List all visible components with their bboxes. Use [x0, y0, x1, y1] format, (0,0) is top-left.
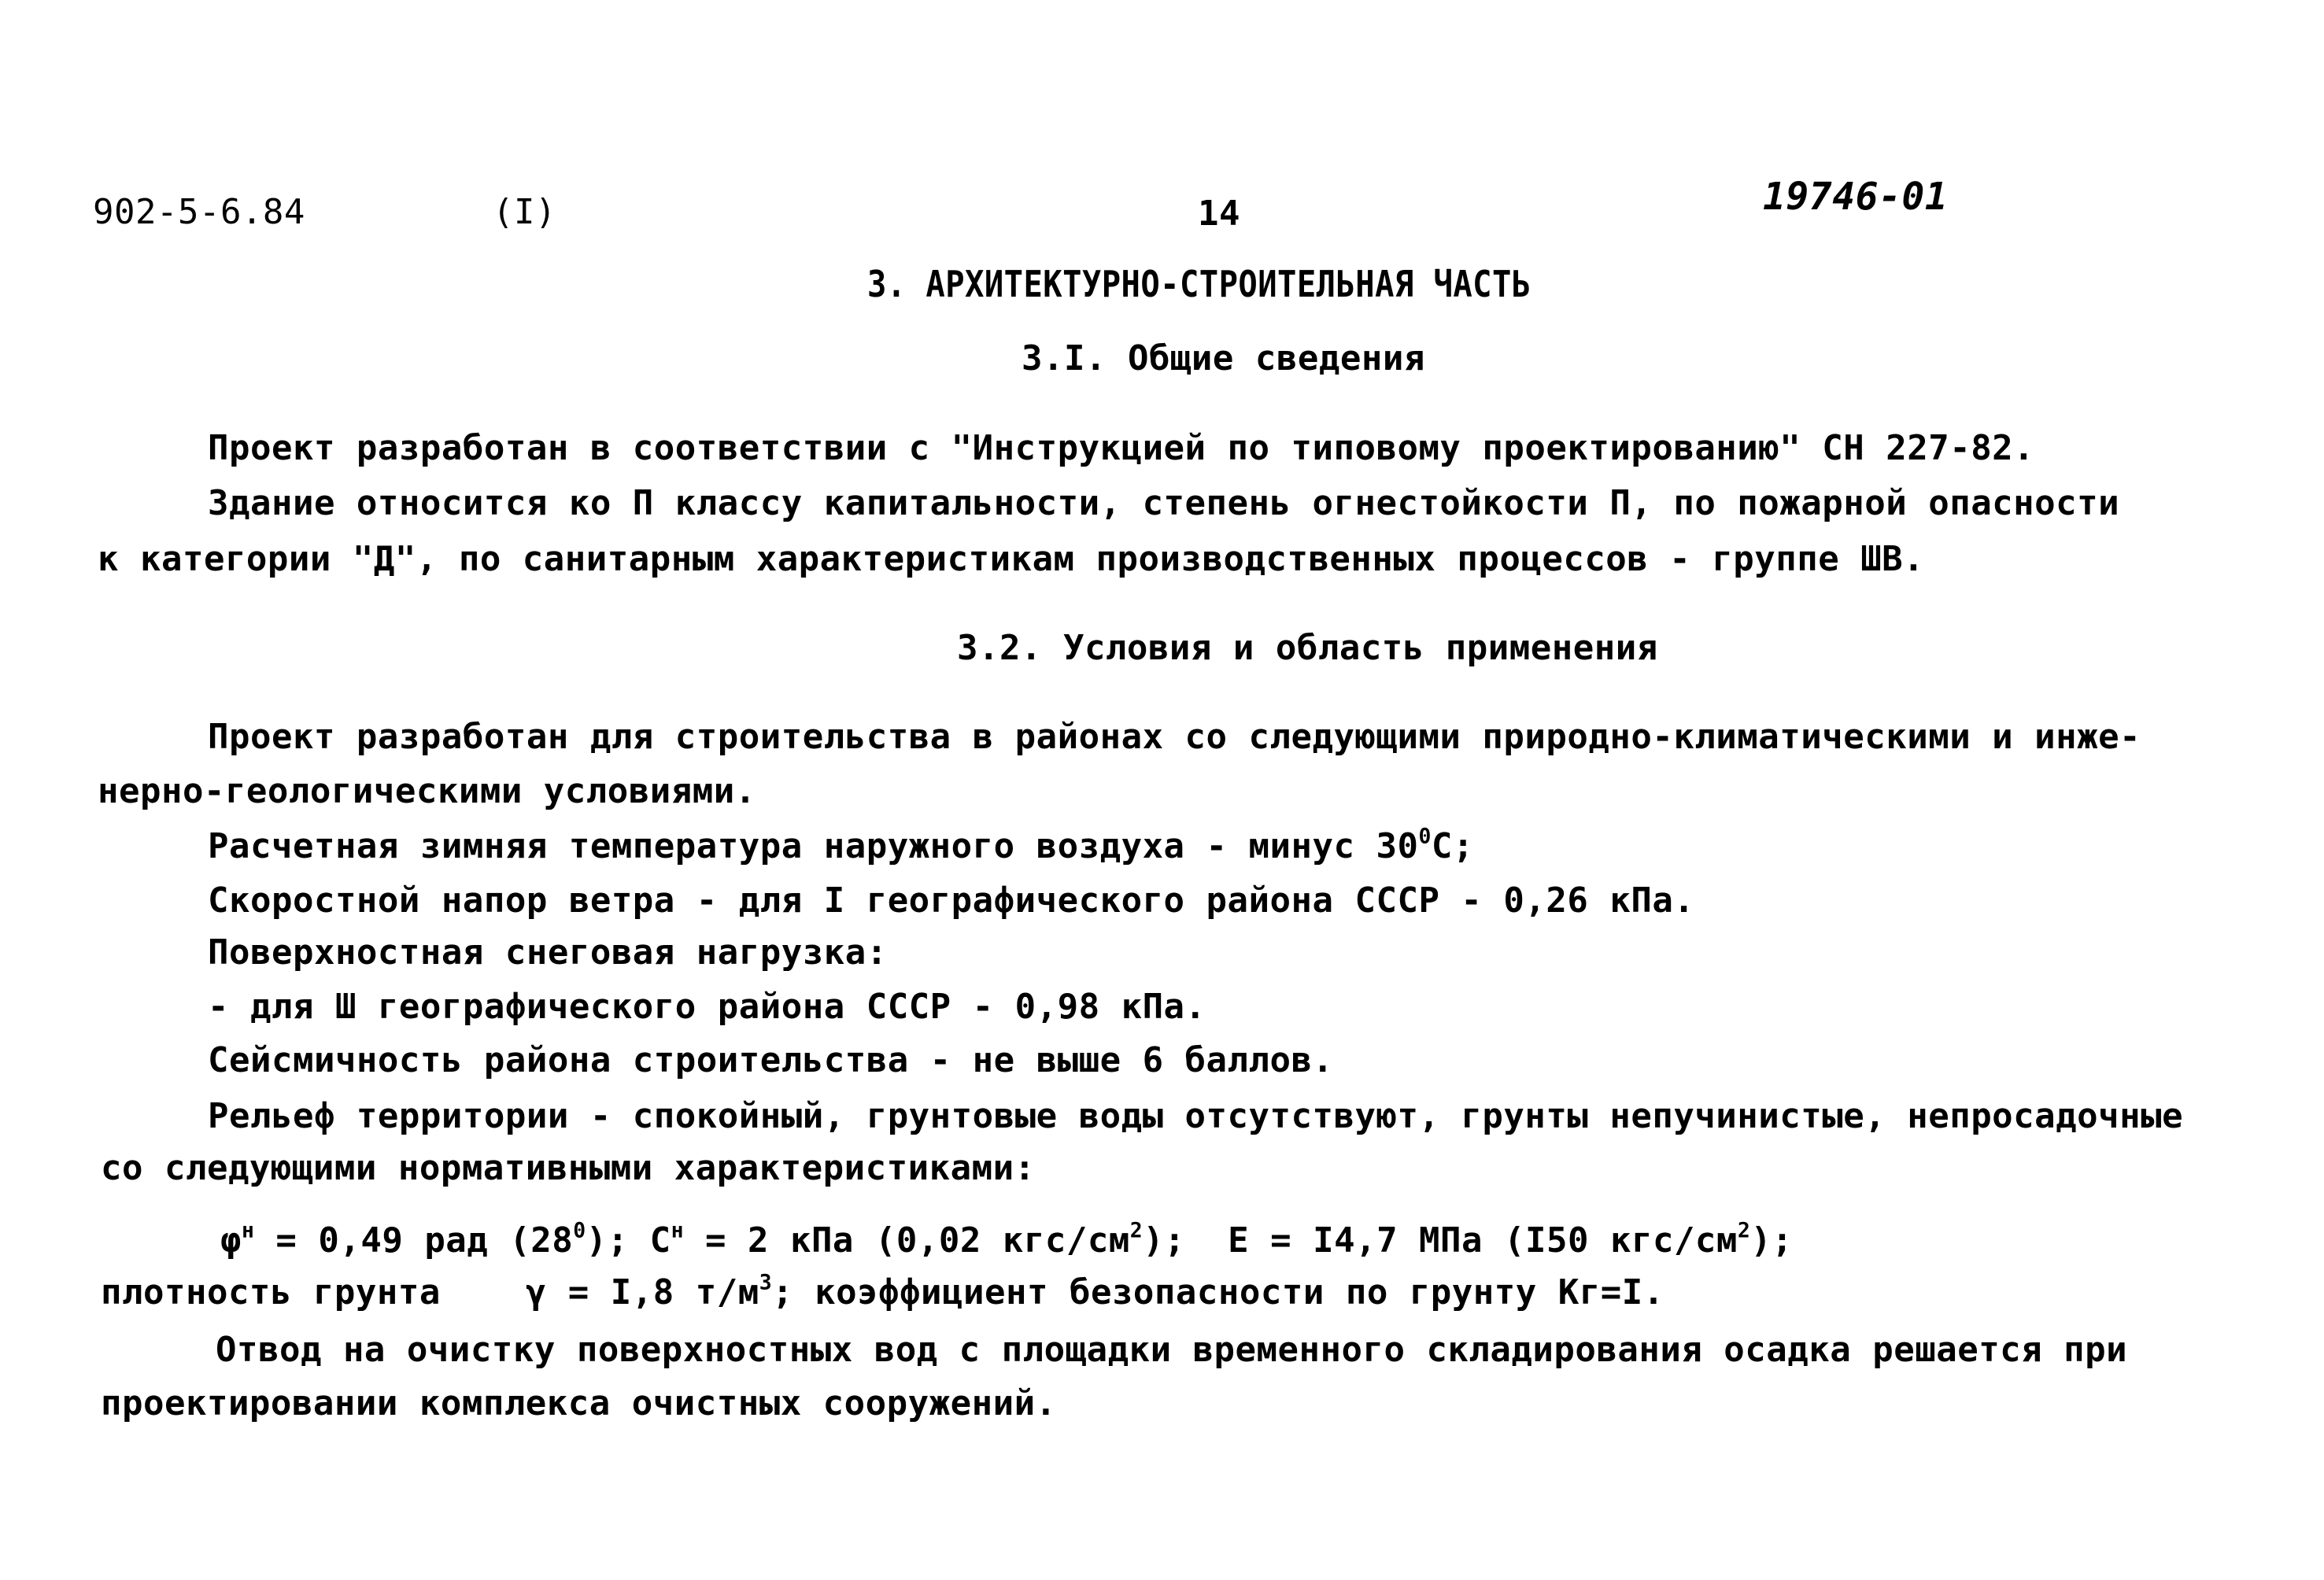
- temperature-unit: C;: [1431, 826, 1474, 866]
- square-sup: 2: [1737, 1218, 1751, 1243]
- cohesion-value: = 2 кПа (0,02 кгс/см: [684, 1220, 1130, 1261]
- paragraph-line: со следующими нормативными характеристиками:: [101, 1148, 1036, 1188]
- paragraph-line: - для Ш географического района СССР - 0,98 кПа.: [208, 987, 1206, 1027]
- paragraph-line: проектировании комплекса очистных сооружений.: [101, 1383, 1057, 1423]
- document-code: 902-5-6.84: [93, 192, 305, 232]
- paragraph-line: Поверхностная снеговая нагрузка:: [208, 932, 888, 973]
- paragraph-line: к категории "Д", по санитарным характеристикам производственных процессов - группе ШВ.: [98, 539, 1925, 579]
- phi-value: = 0,49 рад (28: [254, 1220, 574, 1261]
- subsection-title-conditions: 3.2. Условия и область применения: [957, 628, 1658, 668]
- page-number: 14: [1198, 194, 1240, 234]
- paragraph-line: Скоростной напор ветра - для I географического района СССР - 0,26 кПа.: [208, 880, 1695, 921]
- normative-sup: н: [671, 1218, 684, 1243]
- normative-sup: н: [242, 1218, 255, 1243]
- inventory-number: 19746-01: [1763, 175, 1949, 219]
- degree-sup: 0: [573, 1218, 586, 1243]
- volume-number: (I): [493, 192, 556, 232]
- cube-sup: 3: [759, 1270, 773, 1295]
- paragraph-line-temperature: [208, 824, 1474, 866]
- soil-density-line: [101, 1270, 1664, 1312]
- square-sup: 2: [1129, 1218, 1144, 1243]
- paragraph-line: Отвод на очистку поверхностных вод с площадки временного складирования осадка решается при: [216, 1330, 2128, 1370]
- paragraph-line: Здание относится ко П классу капитальности, степень огнестойкости П, по пожарной опасности: [208, 483, 2120, 523]
- paragraph-line: Проект разработан в соответствии с "Инструкцией по типовому проектированию" СН 227-82.: [208, 428, 2035, 468]
- density-text: плотность грунта γ = I,8 т/м: [101, 1272, 759, 1312]
- paragraph-line: Рельеф территории - спокойный, грунтовые воды отсутствуют, грунты непучинистые, непросадочные: [208, 1096, 2184, 1136]
- formula-end: );: [1750, 1220, 1794, 1261]
- phi-symbol: φ: [220, 1220, 242, 1261]
- paragraph-line: нерно-геологическими условиями.: [98, 771, 756, 811]
- modulus-value: ); Е = I4,7 МПа (I50 кгс/см: [1143, 1220, 1738, 1261]
- section-title: 3. АРХИТЕКТУРНО-СТРОИТЕЛЬНАЯ ЧАСТЬ: [867, 263, 1531, 305]
- paragraph-line: Сейсмичность района строительства - не выше 6 баллов.: [208, 1040, 1334, 1080]
- temperature-text: Расчетная зимняя температура наружного воздуха - минус 30: [208, 826, 1419, 866]
- subsection-title-general: 3.I. Общие сведения: [1022, 338, 1425, 378]
- soil-characteristics-formula: [220, 1218, 1794, 1261]
- safety-factor-text: ; коэффициент безопасности по грунту Кг=I.: [772, 1272, 1664, 1312]
- cohesion-label: ); С: [586, 1220, 671, 1261]
- degree-sup: 0: [1418, 824, 1432, 849]
- paragraph-line: Проект разработан для строительства в районах со следующими природно-климатическими и инже-: [208, 717, 2141, 757]
